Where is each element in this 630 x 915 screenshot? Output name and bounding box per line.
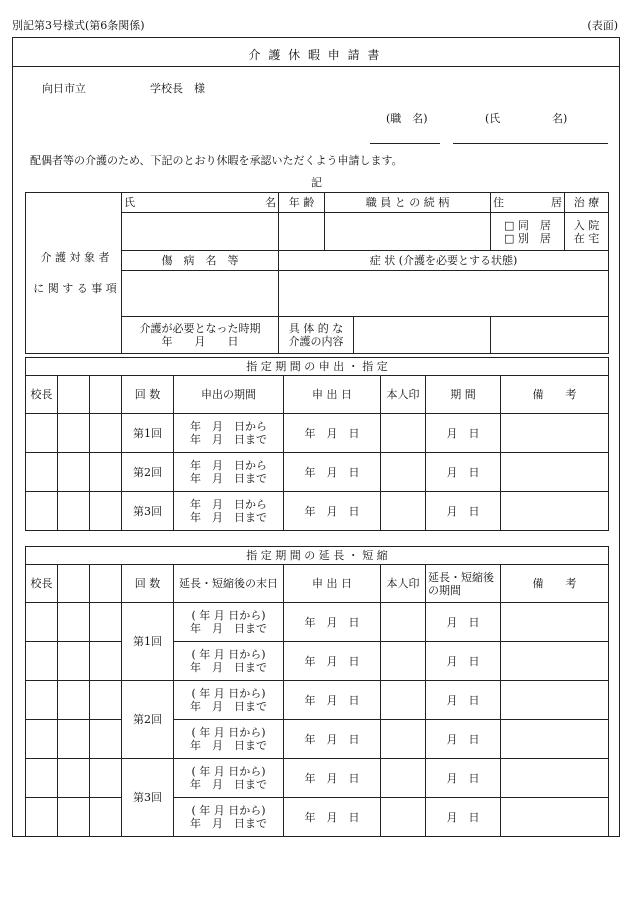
e2a-date[interactable]: 年 月 日 — [284, 681, 381, 720]
e3b-stamp1[interactable] — [26, 798, 58, 837]
treatment-options[interactable] — [565, 213, 609, 251]
e3b-term[interactable]: 月 日 — [426, 798, 501, 837]
d3-stamp1[interactable] — [26, 492, 58, 531]
e1a-stamp1[interactable] — [26, 603, 58, 642]
e3a-stamp2[interactable] — [58, 759, 90, 798]
e1b-seal[interactable] — [381, 642, 426, 681]
d-col-count: 回 数 — [122, 376, 174, 414]
d3-period[interactable] — [174, 492, 284, 531]
page-side: (表面) — [587, 19, 618, 32]
d-col-seal: 本人印 — [381, 376, 426, 414]
d2-remarks[interactable] — [501, 453, 609, 492]
e1b-stamp2[interactable] — [58, 642, 90, 681]
care-content-label — [279, 317, 354, 353]
e1b-stamp3[interactable] — [90, 642, 122, 681]
table-row — [26, 603, 609, 642]
title-divider — [12, 66, 620, 67]
e3a-term[interactable]: 月 日 — [426, 759, 501, 798]
section-label-line2: に 関 す る 事 項 — [33, 282, 117, 295]
e3b-end[interactable] — [174, 798, 284, 837]
e3a-remarks[interactable] — [501, 759, 609, 798]
e1a-end[interactable] — [174, 603, 284, 642]
e1a-to: 年 月 日まで — [190, 622, 267, 635]
e-col-date: 申 出 日 — [284, 565, 381, 603]
designation-title: 指 定 期 間 の 申 出 ・ 指 定 — [26, 358, 609, 376]
e-col-remarks: 備 考 — [501, 565, 609, 603]
e2a-end[interactable] — [174, 681, 284, 720]
res-sep-checkbox[interactable]: □ 別 居 — [504, 231, 551, 245]
h-name-1: 氏 — [124, 196, 135, 209]
d3-remarks[interactable] — [501, 492, 609, 531]
d2-stamp3[interactable] — [90, 453, 122, 492]
e-col-principal: 校長 — [26, 565, 58, 603]
e1b-end[interactable] — [174, 642, 284, 681]
e-col-seal: 本人印 — [381, 565, 426, 603]
e2b-seal[interactable] — [381, 720, 426, 759]
h-symptom: 症 状 (介護を必要とする状態) — [279, 251, 609, 271]
d1-count: 第1回 — [122, 414, 174, 453]
e2b-from: ( 年 月 日から) — [191, 726, 266, 739]
h-illness: 傷 病 名 等 — [122, 251, 279, 271]
h-name-2: 名 — [265, 196, 276, 209]
e-col-end: 延長・短縮後の末日 — [174, 565, 284, 603]
e-col-count: 回 数 — [122, 565, 174, 603]
ki-label: 記 — [311, 176, 322, 189]
d3-date[interactable]: 年 月 日 — [284, 492, 381, 531]
illness-input[interactable] — [122, 271, 279, 317]
e1b-from: ( 年 月 日から) — [191, 648, 266, 661]
e1b-date[interactable]: 年 月 日 — [284, 642, 381, 681]
form-id: 別記第3号様式(第6条関係) — [12, 19, 145, 32]
e-col-term-1: 延長・短縮後 — [428, 570, 494, 584]
e2b-remarks[interactable] — [501, 720, 609, 759]
age-input[interactable] — [279, 213, 325, 251]
form-title: 介 護 休 暇 申 請 書 — [248, 48, 382, 62]
e2-count: 第2回 — [122, 681, 174, 759]
e2b-date[interactable]: 年 月 日 — [284, 720, 381, 759]
d2-from: 年 月 日から — [190, 459, 267, 472]
d2-count: 第2回 — [122, 453, 174, 492]
e2b-stamp3[interactable] — [90, 720, 122, 759]
d3-seal[interactable] — [381, 492, 426, 531]
care-when-date: 年 月 日 — [161, 335, 239, 348]
d1-period[interactable] — [174, 414, 284, 453]
e3b-to: 年 月 日まで — [190, 817, 267, 830]
e3a-seal[interactable] — [381, 759, 426, 798]
e3b-stamp3[interactable] — [90, 798, 122, 837]
h-res-2: 居 — [551, 196, 562, 209]
addressee-principal: 学校長 様 — [150, 82, 205, 95]
e2b-stamp2[interactable] — [58, 720, 90, 759]
e3a-from: ( 年 月 日から) — [191, 765, 266, 778]
e2b-to: 年 月 日まで — [190, 739, 267, 752]
h-name — [122, 193, 279, 213]
d1-stamp1[interactable] — [26, 414, 58, 453]
e2b-stamp1[interactable] — [26, 720, 58, 759]
name-label-close: 名) — [552, 112, 568, 125]
e3a-to: 年 月 日まで — [190, 778, 267, 791]
h-treatment: 治 療 — [565, 193, 609, 213]
h-residence — [491, 193, 565, 213]
e1-count: 第1回 — [122, 603, 174, 681]
e1a-stamp3[interactable] — [90, 603, 122, 642]
e2a-from: ( 年 月 日から) — [191, 687, 266, 700]
d1-stamp2[interactable] — [58, 414, 90, 453]
symptom-input[interactable] — [279, 271, 609, 317]
h-res-1: 住 — [493, 196, 504, 209]
position-field[interactable] — [370, 143, 440, 144]
e2a-remarks[interactable] — [501, 681, 609, 720]
d-col-principal: 校長 — [26, 376, 58, 414]
name-label-open: (氏 — [485, 112, 501, 125]
e2a-to: 年 月 日まで — [190, 700, 267, 713]
section-label-line1: 介 護 対 象 者 — [40, 251, 110, 264]
d1-remarks[interactable] — [501, 414, 609, 453]
d1-to: 年 月 日まで — [190, 433, 267, 446]
d3-stamp3[interactable] — [90, 492, 122, 531]
e1a-remarks[interactable] — [501, 603, 609, 642]
e-col-term-2: の期間 — [428, 583, 461, 597]
e2b-end[interactable] — [174, 720, 284, 759]
name-field[interactable] — [453, 143, 608, 144]
d1-term[interactable]: 月 日 — [426, 414, 501, 453]
e1b-to: 年 月 日まで — [190, 661, 267, 674]
d3-stamp2[interactable] — [58, 492, 90, 531]
e1b-remarks[interactable] — [501, 642, 609, 681]
table-row — [26, 642, 609, 681]
d-col-remarks: 備 考 — [501, 376, 609, 414]
designation-table — [25, 357, 609, 531]
table-row — [26, 798, 609, 837]
d3-to: 年 月 日まで — [190, 511, 267, 524]
d-col-term: 期 間 — [426, 376, 501, 414]
e3a-stamp3[interactable] — [90, 759, 122, 798]
e3a-date[interactable]: 年 月 日 — [284, 759, 381, 798]
care-when[interactable] — [122, 317, 279, 354]
table-row — [26, 759, 609, 798]
name-input[interactable] — [122, 213, 279, 251]
e3a-end[interactable] — [174, 759, 284, 798]
e2a-stamp3[interactable] — [90, 681, 122, 720]
e-col-term — [426, 565, 501, 603]
e3b-seal[interactable] — [381, 798, 426, 837]
care-subject-table — [25, 192, 609, 354]
table-row — [26, 681, 609, 720]
d2-period[interactable] — [174, 453, 284, 492]
e3b-remarks[interactable] — [501, 798, 609, 837]
d2-term[interactable]: 月 日 — [426, 453, 501, 492]
extension-table — [25, 546, 609, 837]
e3b-date[interactable]: 年 月 日 — [284, 798, 381, 837]
res-same-checkbox[interactable]: □ 同 居 — [504, 218, 551, 232]
e1a-date[interactable]: 年 月 日 — [284, 603, 381, 642]
residence-options[interactable] — [491, 213, 565, 251]
h-age: 年 齢 — [279, 193, 325, 213]
table-row — [26, 414, 609, 453]
e1a-from: ( 年 月 日から) — [191, 609, 266, 622]
d-col-blank2 — [90, 376, 122, 414]
e2a-stamp1[interactable] — [26, 681, 58, 720]
e1b-term[interactable]: 月 日 — [426, 642, 501, 681]
position-label: (職 名) — [386, 112, 428, 125]
table-row — [26, 453, 609, 492]
d1-stamp3[interactable] — [90, 414, 122, 453]
d3-count: 第3回 — [122, 492, 174, 531]
relation-input[interactable] — [325, 213, 491, 251]
d2-to: 年 月 日まで — [190, 472, 267, 485]
d2-stamp2[interactable] — [58, 453, 90, 492]
d-col-period: 申出の期間 — [174, 376, 284, 414]
e3b-stamp2[interactable] — [58, 798, 90, 837]
e1a-term[interactable]: 月 日 — [426, 603, 501, 642]
d2-seal[interactable] — [381, 453, 426, 492]
e1b-stamp1[interactable] — [26, 642, 58, 681]
e2b-term[interactable]: 月 日 — [426, 720, 501, 759]
care-content-2: 介護の内容 — [288, 335, 344, 348]
treat-home[interactable]: 在 宅 — [573, 231, 600, 245]
h-relation: 職 員 と の 続 柄 — [325, 193, 491, 213]
care-section-label — [26, 193, 122, 354]
extension-title: 指 定 期 間 の 延 長 ・ 短 縮 — [26, 547, 609, 565]
e-col-blank2 — [90, 565, 122, 603]
treat-in[interactable]: 入 院 — [573, 218, 600, 232]
e-col-blank1 — [58, 565, 90, 603]
d-col-date: 申 出 日 — [284, 376, 381, 414]
d1-date[interactable]: 年 月 日 — [284, 414, 381, 453]
addressee-city: 向日市立 — [42, 82, 86, 95]
e2a-term[interactable]: 月 日 — [426, 681, 501, 720]
d1-seal[interactable] — [381, 414, 426, 453]
e3a-stamp1[interactable] — [26, 759, 58, 798]
d1-from: 年 月 日から — [190, 420, 267, 433]
table-row — [26, 720, 609, 759]
d2-stamp1[interactable] — [26, 453, 58, 492]
e3-count: 第3回 — [122, 759, 174, 837]
e1a-stamp2[interactable] — [58, 603, 90, 642]
e2a-stamp2[interactable] — [58, 681, 90, 720]
d2-date[interactable]: 年 月 日 — [284, 453, 381, 492]
e1a-seal[interactable] — [381, 603, 426, 642]
d3-term[interactable]: 月 日 — [426, 492, 501, 531]
care-when-label: 介護が必要となった時期 — [139, 322, 261, 335]
e3b-from: ( 年 月 日から) — [191, 804, 266, 817]
care-content-cell[interactable] — [279, 317, 491, 354]
care-content-input[interactable] — [354, 317, 490, 353]
d-col-blank1 — [58, 376, 90, 414]
care-content-filler — [491, 317, 609, 354]
d3-from: 年 月 日から — [190, 498, 267, 511]
e2a-seal[interactable] — [381, 681, 426, 720]
table-row — [26, 492, 609, 531]
request-text: 配偶者等の介護のため、下記のとおり休暇を承認いただくよう申請します。 — [30, 154, 403, 167]
care-content-1: 具 体 的 な — [288, 322, 344, 335]
